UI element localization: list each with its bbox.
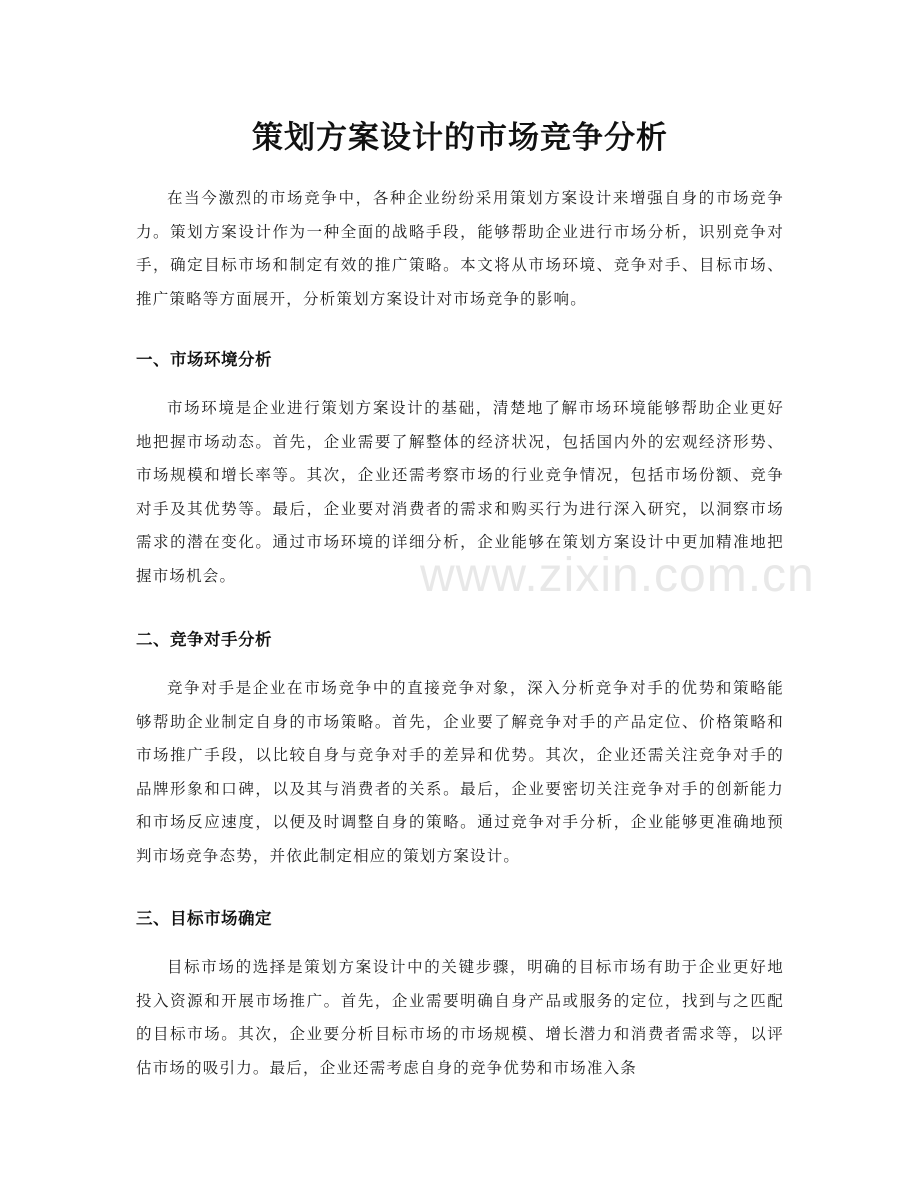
section-heading-competitor-analysis: 二、竞争对手分析 [136,630,272,649]
section-heading-target-market: 三、目标市场确定 [136,909,272,928]
section-body-target-market: 目标市场的选择是策划方案设计中的关键步骤，明确的目标市场有助于企业更好地投入资源和开展市场推广。首先，企业需要明确自身产品或服务的定位，找到与之匹配的目标市场。其次，企业要分析目标市场的市场规模、增长潜力和消费者需求等，以评估市场的吸引力。最后，企业还需考虑自身的竞争优势和市场准入条 [136,958,784,1077]
section-body-competitor-analysis: 竞争对手是企业在市场竞争中的直接竞争对象，深入分析竞争对手的优势和策略能够帮助企业制定自身的市场策略。首先，企业要了解竞争对手的产品定位、价格策略和市场推广手段，以比较自身与竞争对手的差异和优势。其次，企业还需关注竞争对手的品牌形象和口碑，以及其与消费者的关系。最后，企业要密切关注竞争对手的创新能力和市场反应速度，以便及时调整自身的策略。通过竞争对手分析，企业能够更准确地预判市场竞争态势，并依此制定相应的策划方案设计。 [136,679,784,865]
section-body-market-environment: 市场环境是企业进行策划方案设计的基础，清楚地了解市场环境能够帮助企业更好地把握市场动态。首先，企业需要了解整体的经济状况，包括国内外的宏观经济形势、市场规模和增长率等。其次，企业还需考察市场的行业竞争情况，包括市场份额、竞争对手及其优势等。最后，企业要对消费者的需求和购买行为进行深入研究，以洞察市场需求的潜在变化。通过市场环境的详细分析，企业能够在策划方案设计中更加精准地把握市场机会。 [136,399,784,585]
page-title: 策划方案设计的市场竞争分析 [252,120,668,156]
watermark: www.zixin.com.cn [420,549,815,602]
intro-paragraph: 在当今激烈的市场竞争中，各种企业纷纷采用策划方案设计来增强自身的市场竞争力。策划方案设计作为一种全面的战略手段，能够帮助企业进行市场分析，识别竞争对手，确定目标市场和制定有效的推广策略。本文将从市场环境、竞争对手、目标市场、推广策略等方面展开，分析策划方案设计对市场竞争的影响。 [136,189,784,308]
section-heading-market-environment: 一、市场环境分析 [136,350,272,369]
